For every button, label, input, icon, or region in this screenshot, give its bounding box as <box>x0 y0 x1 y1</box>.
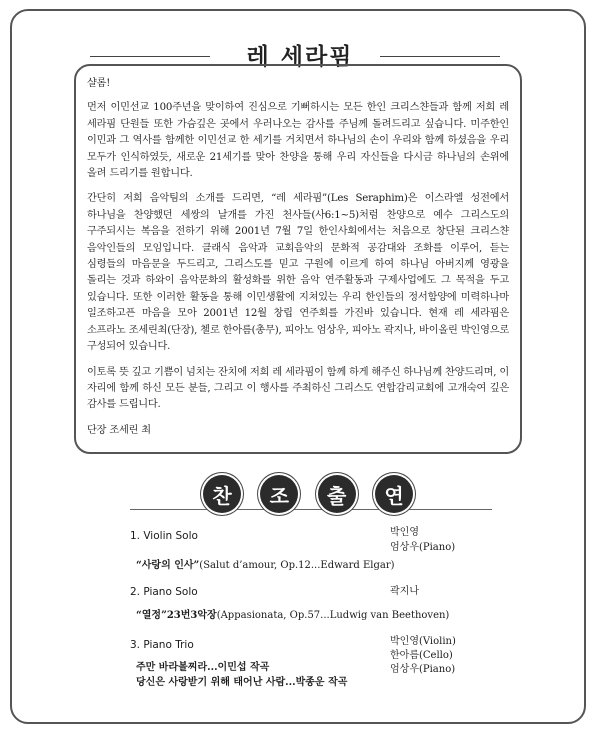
letter-signature: 단장 조세린 최 <box>87 424 151 436</box>
performance-title-char: 조 <box>260 475 298 513</box>
letter-paragraph-2: 간단히 저희 음악팀의 소개를 드리면, “레 세라핌”(Les Seraphim)은 이스라엘 성전에서 하나님을 찬양했던 세쌍의 날개를 가진 천사들(사6:1~5)처럼 찬양으로 예수 그리스도의 구주되시는 복음을 전하기 위해 2001년 7월 7일 한인사회에서는 처음으로 창단된 크리스챤 음악인들의 모임입니다. 클래식 음악과 교회음악의 문화적 공감대와 조화를 이루어, 듣는 심령들의 마음문을 두드리고, 그리스도를 믿고 구원에 이르게 하여 하나님 아버지께 영광을 돌리는 것과 하와이 음악문화의 활성화를 위한 음악 연주활동과 구제사업에도 그 목적을 두고 있습니다. 또한 이러한 활동을 통해 이민생활에 지쳐있는 우리 한인들의 정서함양에 미력하나마 일조하고픈 마음을 모아 2001년 12월 창립 연주회를 가진바 있습니다. 현재 레 세라핌은 소프라노 조세린최(단장), 첼로 한아름(총무), 피아노 엄상우, 피아노 곽지나, 바이올린 박인영으로 구성되어 있습니다. <box>87 193 509 353</box>
program-heading: 3. Piano Trio <box>130 639 194 651</box>
program-piece <box>136 658 269 673</box>
program-piece <box>136 673 347 688</box>
letter-box <box>74 64 522 454</box>
program-performer: 엄상우(Piano) <box>390 664 456 675</box>
program-performer: 엄상우(Piano) <box>390 542 456 553</box>
performance-title-char: 출 <box>318 475 356 513</box>
letter-paragraph-1: 먼저 이민선교 100주년을 맞이하여 진심으로 기뻐하시는 모든 한인 크리스챤들과 함께 저희 레 세라핌 단원들 또한 가슴깊은 곳에서 우러나오는 감사를 주님께 돌려드리고 싶습니다. 미주한인 이민과 그 역사를 함께한 이민선교 한 세기를 거치면서 하나님의 손이 우리와 함께 하셨음을 우리 모두가 인식하였듯, 새로운 21세기를 맞아 찬양을 통해 우리 자신들을 다시금 하나님의 손위에 올려 드리기를 원합니다. <box>87 102 509 180</box>
performance-title-char: 연 <box>375 475 413 513</box>
program-performer: 박인영(Violin) <box>390 636 456 647</box>
program-piece-title: “열정”23번3악장 <box>136 610 217 621</box>
program-piece-detail: (Appasionata, Op.57...Ludwig van Beethoven) <box>216 610 450 621</box>
letter-paragraph-3: 이토록 뜻 깊고 기쁨이 넘치는 잔치에 저희 레 세라핌이 함께 하게 해주신 하나님께 찬양드리며, 이 자리에 함께 하신 모든 분들, 그리고 이 행사를 주최하신 그리스도 연합감리교회에 고개숙여 깊은 감사를 드립니다. <box>87 366 509 411</box>
program-heading: 1. Violin Solo <box>130 530 198 542</box>
program-heading: 2. Piano Solo <box>130 586 198 598</box>
page-title: 레 세라핌 <box>246 44 354 70</box>
program-piece-title: 당신은 사랑받기 위해 태어난 사람...박종운 작곡 <box>136 677 348 688</box>
program-piece <box>136 556 395 571</box>
letter-greeting: 샬롬! <box>87 78 111 89</box>
program-piece-detail: (Salut d’amour, Op.12...Edward Elgar) <box>199 560 395 571</box>
program-piece-title: 주만 바라볼찌라...이민섭 작곡 <box>136 662 270 673</box>
program-performer: 곽지나 <box>390 586 419 597</box>
program-piece-title: “사랑의 인사” <box>136 560 200 571</box>
program-performer: 박인영 <box>390 527 419 538</box>
program-piece <box>136 606 449 621</box>
program-performer: 한아름(Cello) <box>390 650 453 661</box>
performance-title <box>203 475 413 515</box>
performance-title-char: 찬 <box>203 475 241 513</box>
